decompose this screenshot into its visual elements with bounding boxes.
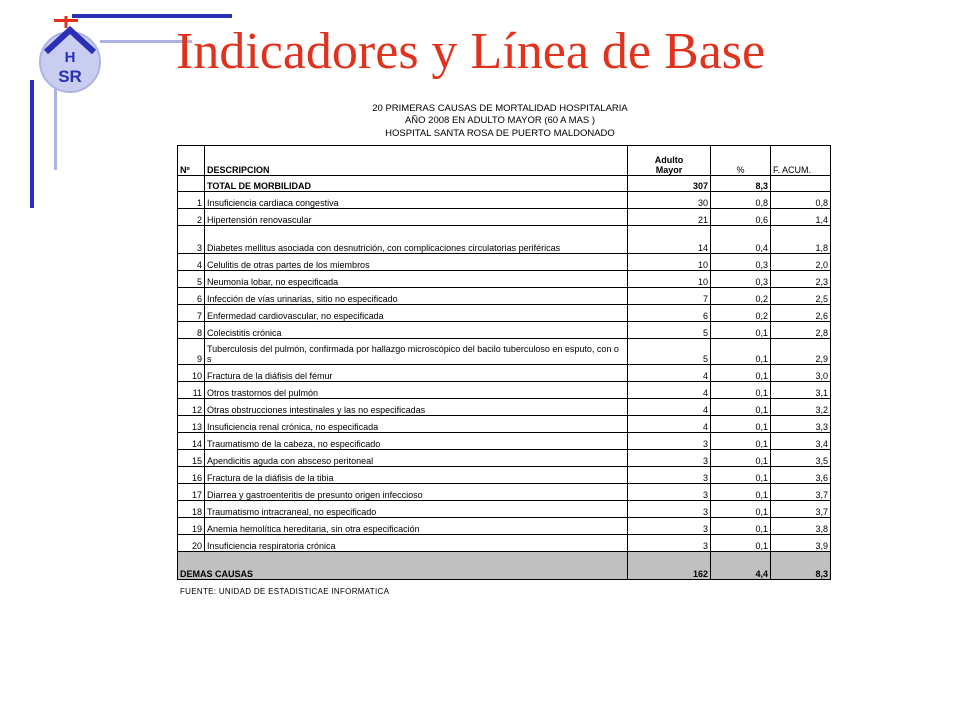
- row-cumulative: 3,7: [771, 501, 831, 518]
- row-cumulative: 2,3: [771, 271, 831, 288]
- row-value: 3: [628, 518, 711, 535]
- row-percent: 0,3: [711, 271, 771, 288]
- row-percent: 0,1: [711, 450, 771, 467]
- row-number: 10: [178, 365, 205, 382]
- table-caption-line-3: HOSPITAL SANTA ROSA DE PUERTO MALDONADO: [385, 128, 615, 139]
- row-number: 7: [178, 305, 205, 322]
- row-percent: 0,2: [711, 305, 771, 322]
- row-percent: 0,1: [711, 339, 771, 365]
- row-percent: 0,1: [711, 484, 771, 501]
- row-description: Celulitis de otras partes de los miembros: [205, 254, 628, 271]
- row-number: 20: [178, 535, 205, 552]
- header-description: DESCRIPCION: [205, 146, 628, 176]
- row-description: Anemia hemolítica hereditaria, sin otra especificación: [205, 518, 628, 535]
- row-number: 9: [178, 339, 205, 365]
- row-number: 15: [178, 450, 205, 467]
- row-value: 3: [628, 501, 711, 518]
- row-description: Otras obstrucciones intestinales y las no especificadas: [205, 399, 628, 416]
- header-adulto: Adulto: [654, 155, 684, 165]
- total-value: 307: [628, 176, 711, 192]
- row-number: 14: [178, 433, 205, 450]
- row-description: Insuficiencia renal crónica, no especificada: [205, 416, 628, 433]
- row-cumulative: 3,5: [771, 450, 831, 467]
- row-percent: 0,1: [711, 535, 771, 552]
- row-description: Hipertensión renovascular: [205, 209, 628, 226]
- row-percent: 0,1: [711, 433, 771, 450]
- header-percent: %: [711, 146, 771, 176]
- table-row: [178, 501, 831, 518]
- header-mayor: Mayor: [655, 165, 683, 175]
- header-cumulative: F. ACUM.: [771, 146, 831, 176]
- row-number: 3: [178, 226, 205, 254]
- row-cumulative: 0,8: [771, 192, 831, 209]
- table-row: [178, 288, 831, 305]
- row-description: Enfermedad cardiovascular, no especificada: [205, 305, 628, 322]
- table-row: [178, 518, 831, 535]
- row-description: Fractura de la diáfisis de la tibia: [205, 467, 628, 484]
- row-number: 18: [178, 501, 205, 518]
- logo-sr-text: SR: [58, 67, 82, 86]
- left-accent-line: [30, 80, 34, 208]
- row-percent: 0,1: [711, 322, 771, 339]
- row-percent: 0,1: [711, 382, 771, 399]
- row-description: Apendicitis aguda con absceso peritoneal: [205, 450, 628, 467]
- row-number: 13: [178, 416, 205, 433]
- header-adulto-mayor: [628, 146, 711, 176]
- row-value: 10: [628, 271, 711, 288]
- table-row: [178, 226, 831, 254]
- table-row: [178, 339, 831, 365]
- row-description: Otros trastornos del pulmón: [205, 382, 628, 399]
- row-value: 5: [628, 339, 711, 365]
- header-number: Nº: [178, 146, 205, 176]
- row-value: 7: [628, 288, 711, 305]
- row-percent: 0,1: [711, 501, 771, 518]
- row-description: Insuficiencia cardiaca congestiva: [205, 192, 628, 209]
- row-cumulative: 3,6: [771, 467, 831, 484]
- mortality-table: [177, 145, 831, 580]
- row-percent: 0,8: [711, 192, 771, 209]
- row-number: 5: [178, 271, 205, 288]
- row-cumulative: 3,3: [771, 416, 831, 433]
- row-number: 6: [178, 288, 205, 305]
- other-causes-label: DEMAS CAUSAS: [178, 552, 628, 580]
- table-row: [178, 382, 831, 399]
- table-row: [178, 192, 831, 209]
- table-header-row: [178, 146, 831, 176]
- row-percent: 0,1: [711, 518, 771, 535]
- row-value: 4: [628, 399, 711, 416]
- row-value: 30: [628, 192, 711, 209]
- row-cumulative: 2,6: [771, 305, 831, 322]
- table-row: [178, 271, 831, 288]
- row-number: 8: [178, 322, 205, 339]
- row-cumulative: 2,8: [771, 322, 831, 339]
- table-row: [178, 399, 831, 416]
- row-value: 3: [628, 484, 711, 501]
- row-number: 12: [178, 399, 205, 416]
- row-cumulative: 3,9: [771, 535, 831, 552]
- total-cumulative: [771, 176, 831, 192]
- row-cumulative: 1,4: [771, 209, 831, 226]
- row-cumulative: 2,0: [771, 254, 831, 271]
- row-value: 3: [628, 535, 711, 552]
- row-description: Diabetes mellitus asociada con desnutrición, con complicaciones circulatorias periféricas: [205, 226, 628, 254]
- row-description: Fractura de la diáfisis del fémur: [205, 365, 628, 382]
- row-cumulative: 3,1: [771, 382, 831, 399]
- row-value: 4: [628, 382, 711, 399]
- row-value: 10: [628, 254, 711, 271]
- row-cumulative: 3,4: [771, 433, 831, 450]
- total-percent: 8,3: [711, 176, 771, 192]
- row-value: 21: [628, 209, 711, 226]
- other-causes-value: 162: [628, 552, 711, 580]
- row-number: 1: [178, 192, 205, 209]
- row-value: 3: [628, 450, 711, 467]
- table-row: [178, 209, 831, 226]
- table-row: [178, 416, 831, 433]
- row-percent: 0,1: [711, 416, 771, 433]
- row-value: 5: [628, 322, 711, 339]
- source-note: FUENTE: UNIDAD DE ESTADISTICAE INFORMATICA: [180, 587, 390, 596]
- row-percent: 0,6: [711, 209, 771, 226]
- table-row: [178, 450, 831, 467]
- row-percent: 0,1: [711, 467, 771, 484]
- table-row: [178, 467, 831, 484]
- row-value: 3: [628, 467, 711, 484]
- total-row: [178, 176, 831, 192]
- row-number: 11: [178, 382, 205, 399]
- row-value: 4: [628, 365, 711, 382]
- row-percent: 0,1: [711, 399, 771, 416]
- other-causes-percent: 4,4: [711, 552, 771, 580]
- hospital-logo: [34, 16, 114, 96]
- row-cumulative: 2,5: [771, 288, 831, 305]
- row-number: 4: [178, 254, 205, 271]
- table-row: [178, 322, 831, 339]
- row-percent: 0,1: [711, 365, 771, 382]
- row-number: 16: [178, 467, 205, 484]
- total-label: TOTAL DE MORBILIDAD: [205, 176, 628, 192]
- row-description: Traumatismo intracraneal, no especificado: [205, 501, 628, 518]
- table-row: [178, 433, 831, 450]
- row-percent: 0,3: [711, 254, 771, 271]
- row-value: 4: [628, 416, 711, 433]
- row-description: Neumonía lobar, no especificada: [205, 271, 628, 288]
- row-number: 19: [178, 518, 205, 535]
- row-description: Colecistitis crónica: [205, 322, 628, 339]
- table-row: [178, 254, 831, 271]
- row-cumulative: 3,0: [771, 365, 831, 382]
- row-value: 6: [628, 305, 711, 322]
- slide-title: Indicadores y Línea de Base: [176, 23, 766, 80]
- row-number: 2: [178, 209, 205, 226]
- row-percent: 0,4: [711, 226, 771, 254]
- table-row: [178, 484, 831, 501]
- row-cumulative: 2,9: [771, 339, 831, 365]
- row-description: Tuberculosis del pulmón, confirmada por hallazgo microscópico del bacilo tuberculoso en esputo, con o s: [205, 339, 628, 365]
- row-description: Traumatismo de la cabeza, no especificado: [205, 433, 628, 450]
- table-caption-line-1: 20 PRIMERAS CAUSAS DE MORTALIDAD HOSPITALARIA: [372, 103, 628, 114]
- row-cumulative: 3,2: [771, 399, 831, 416]
- logo-h-text: H: [64, 49, 76, 66]
- table-row: [178, 305, 831, 322]
- row-cumulative: 3,7: [771, 484, 831, 501]
- row-description: Insuficiencia respiratoria crónica: [205, 535, 628, 552]
- row-value: 14: [628, 226, 711, 254]
- row-percent: 0,2: [711, 288, 771, 305]
- row-description: Infección de vías urinarias, sitio no especificado: [205, 288, 628, 305]
- row-value: 3: [628, 433, 711, 450]
- table-caption-line-2: AÑO 2008 EN ADULTO MAYOR (60 A MAS ): [404, 115, 596, 126]
- row-cumulative: 1,8: [771, 226, 831, 254]
- other-causes-row: [178, 552, 831, 580]
- table-row: [178, 365, 831, 382]
- other-causes-cumulative: 8,3: [771, 552, 831, 580]
- table-row: [178, 535, 831, 552]
- total-number: [178, 176, 205, 192]
- row-number: 17: [178, 484, 205, 501]
- row-cumulative: 3,8: [771, 518, 831, 535]
- row-description: Diarrea y gastroenteritis de presunto origen infeccioso: [205, 484, 628, 501]
